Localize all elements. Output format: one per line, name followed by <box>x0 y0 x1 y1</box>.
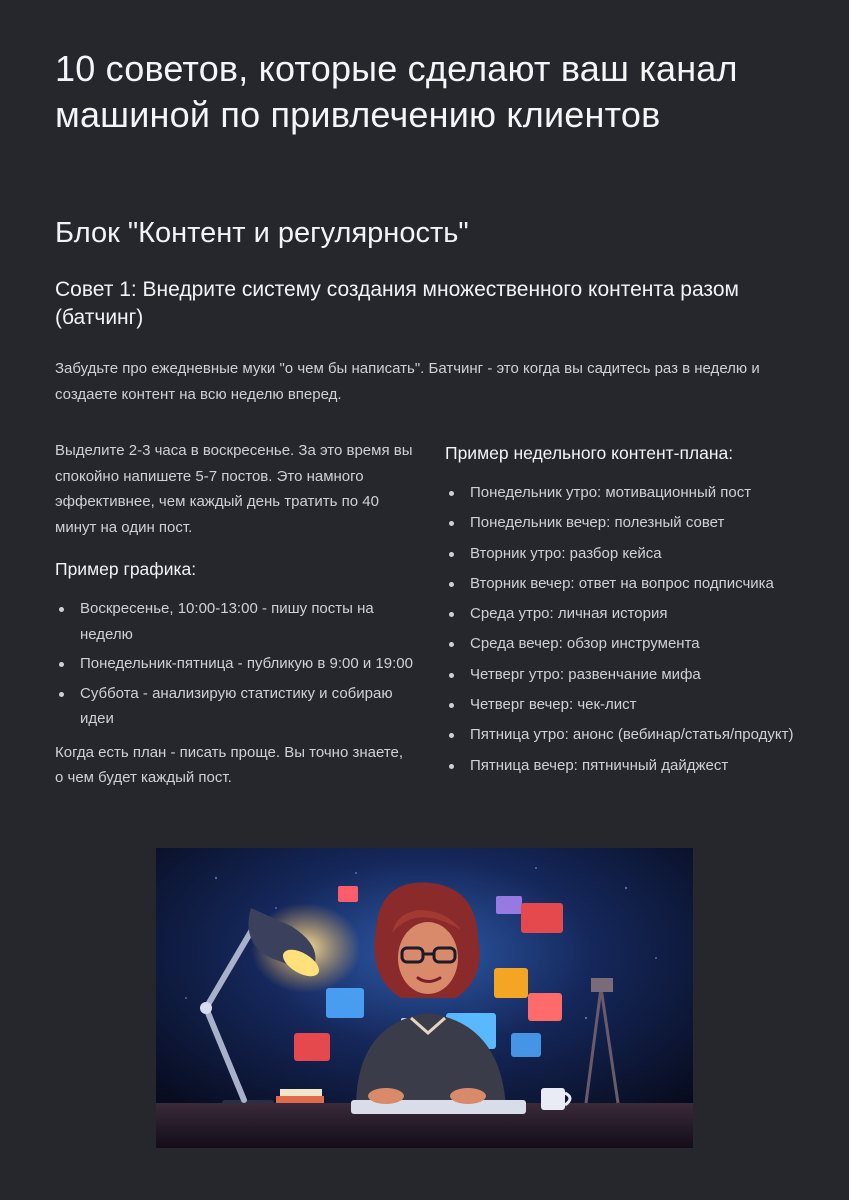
list-item: Пятница утро: анонс (вебинар/статья/продукт) <box>445 722 815 748</box>
schedule-subheading: Пример графика: <box>55 559 197 579</box>
left-column <box>55 438 415 791</box>
list-item: Суббота - анализирую статистику и собираю идеи <box>55 681 415 732</box>
list-item: Воскресенье, 10:00-13:00 - пишу посты на неделю <box>55 596 415 647</box>
list-item: Четверг утро: развенчание мифа <box>445 662 815 688</box>
list-item: Вторник вечер: ответ на вопрос подписчика <box>445 571 815 597</box>
intro-paragraph: Забудьте про ежедневные муки "о чем бы написать". Батчинг - это когда вы садитесь раз в неделю и создаете контент на всю неделю вперед. <box>55 360 760 403</box>
tip-heading: Совет 1: Внедрите систему создания множественного контента разом (батчинг) <box>55 278 739 329</box>
list-item: Понедельник утро: мотивационный пост <box>445 480 815 506</box>
books <box>276 1089 324 1103</box>
content-plan-subheading: Пример недельного контент-плана: <box>445 443 734 463</box>
list-item: Вторник утро: разбор кейса <box>445 541 815 567</box>
list-item: Среда вечер: обзор инструмента <box>445 631 815 657</box>
batching-paragraph: Выделите 2-3 часа в воскресенье. За это время вы спокойно напишете 5-7 постов. Это намного эффективнее, чем каждый день тратить по 40 минут на один пост. <box>55 442 413 536</box>
list-item: Пятница вечер: пятничный дайджест <box>445 753 815 779</box>
block-heading: Блок "Контент и регулярность" <box>55 217 469 249</box>
list-item: Четверг вечер: чек-лист <box>445 692 815 718</box>
woman-at-desk-illustration <box>156 848 693 1148</box>
right-column <box>445 438 815 783</box>
list-item: Среда утро: личная история <box>445 601 815 627</box>
schedule-list <box>55 596 415 732</box>
content-plan-list <box>445 480 815 778</box>
page-title: 10 советов, которые сделают ваш канал машиной по привлечению клиентов <box>55 48 738 135</box>
plan-paragraph: Когда есть план - писать проще. Вы точно знаете, о чем будет каждый пост. <box>55 743 404 786</box>
list-item: Понедельник вечер: полезный совет <box>445 510 815 536</box>
list-item: Понедельник-пятница - публикую в 9:00 и 19:00 <box>55 651 415 677</box>
